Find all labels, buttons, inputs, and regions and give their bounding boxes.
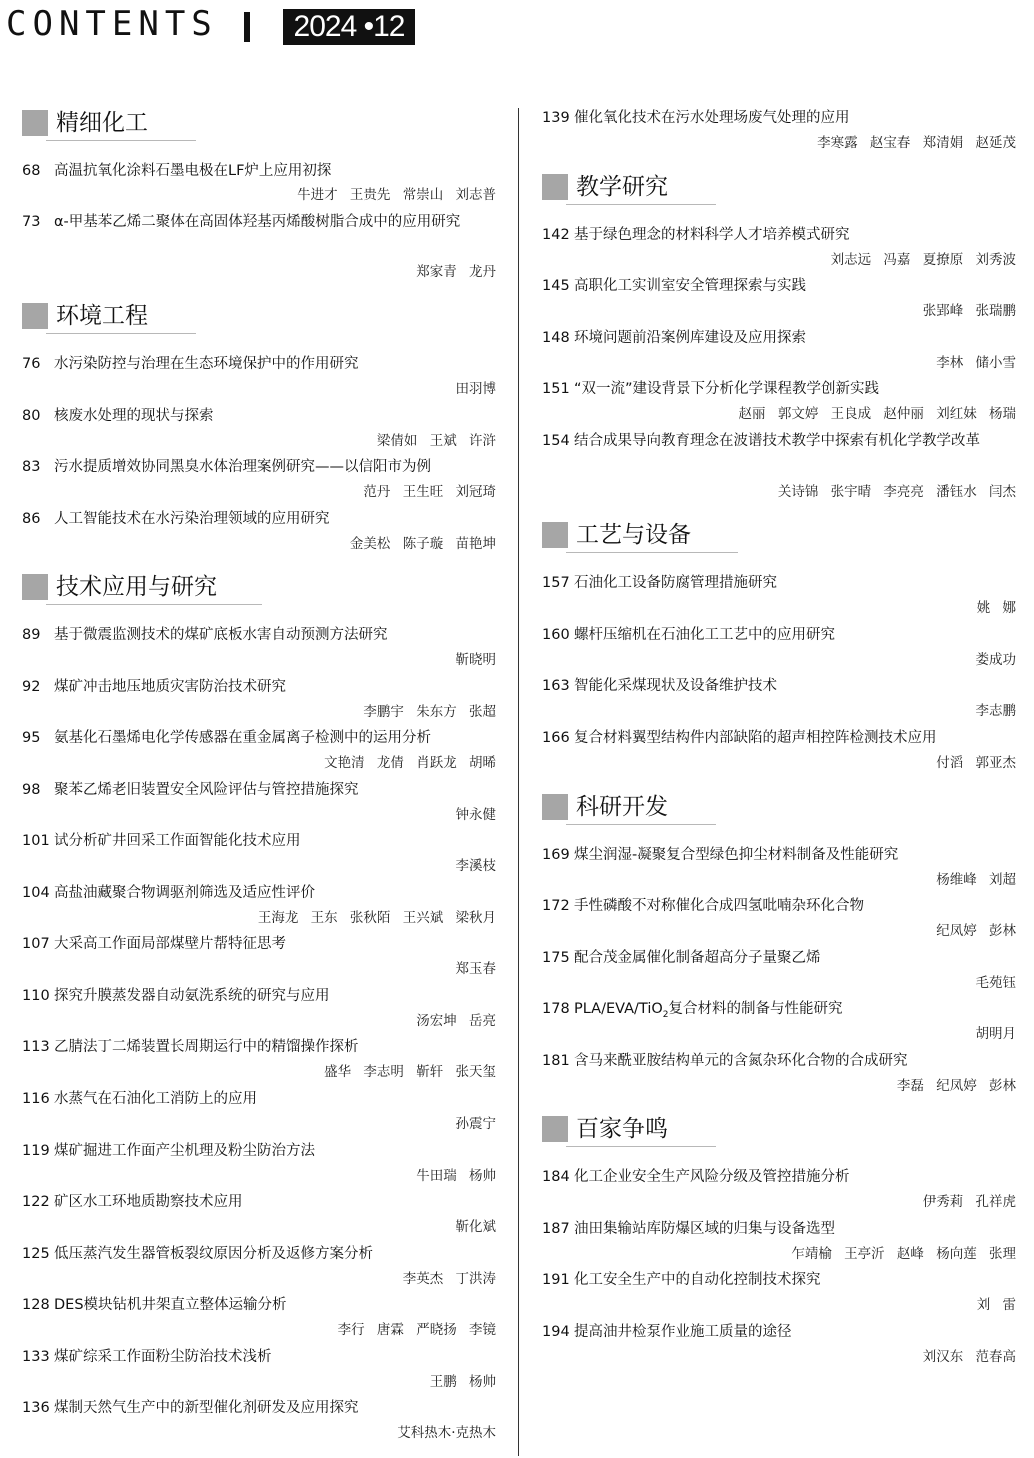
toc-entry-title[interactable] (542, 1217, 1016, 1242)
article-title: 油田集输站库防爆区域的归集与设备选型 (574, 1221, 835, 1237)
toc-entry-authors: 靳晓明 (455, 652, 496, 668)
page-number: 142 (542, 227, 570, 243)
page-number: 110 (22, 988, 50, 1004)
section-title: 教学研究 (576, 174, 668, 200)
toc-entry-authors: 刘汉东 范春高 (922, 1349, 1016, 1365)
article-title: 结合成果导向教育理念在波谱技术教学中探索有机化学教学改革 (574, 433, 980, 449)
toc-entry-title[interactable] (542, 429, 1016, 454)
toc-entry-authors: 毛苑钰 (975, 975, 1016, 991)
toc-entry-title[interactable] (22, 404, 496, 429)
toc-entry-title[interactable] (22, 829, 496, 854)
article-title: 煤矿综采工作面粉尘防治技术浅析 (54, 1349, 272, 1365)
toc-entry-title[interactable] (542, 326, 1016, 351)
toc-entry-title[interactable] (542, 843, 1016, 868)
article-title: 基于绿色理念的材料科学人才培养模式研究 (574, 227, 850, 243)
toc-entry-authors: 汤宏坤 岳亮 (416, 1013, 496, 1029)
article-title: 乙腈法丁二烯装置长周期运行中的精馏操作探析 (54, 1039, 359, 1055)
article-title: 化工企业安全生产风险分级及管控措施分析 (574, 1169, 850, 1185)
article-title: α-甲基苯乙烯二聚体在高固体羟基丙烯酸树脂合成中的应用研究 (54, 214, 461, 230)
section-marker (542, 794, 568, 820)
toc-entry-authors: 刘志远 冯嘉 夏撩原 刘秀波 (830, 252, 1016, 268)
article-title: 高盐油藏聚合物调驱剂筛选及适应性评价 (54, 885, 315, 901)
section-title: 精细化工 (56, 110, 148, 136)
toc-entry-title[interactable] (22, 932, 496, 957)
article-title: 水污染防控与治理在生态环境保护中的作用研究 (54, 356, 359, 372)
toc-entry-title[interactable] (542, 223, 1016, 248)
article-title: 煤尘润湿-凝聚复合型绿色抑尘材料制备及性能研究 (574, 847, 899, 863)
page-number: 157 (542, 575, 570, 591)
toc-entry-authors: 靳化斌 (455, 1219, 496, 1235)
page-number: 191 (542, 1272, 570, 1288)
section-title: 技术应用与研究 (56, 574, 217, 600)
subscript: 2 (662, 1009, 669, 1020)
toc-entry-title[interactable] (542, 1165, 1016, 1190)
section-underline (566, 552, 738, 553)
article-title: 螺杆压缩机在石油化工工艺中的应用研究 (574, 627, 835, 643)
section-title: 环境工程 (56, 303, 148, 329)
section-marker (22, 303, 48, 329)
page-number: 166 (542, 730, 570, 746)
toc-entry-title[interactable] (542, 674, 1016, 699)
article-title: PLA/EVA/TiO (574, 1001, 663, 1017)
page-number: 101 (22, 833, 50, 849)
toc-entry-authors: 牛田瑞 杨帅 (416, 1168, 496, 1184)
page-number: 151 (542, 381, 570, 397)
toc-entry-authors: 王鹏 杨帅 (429, 1374, 496, 1390)
page-number: 139 (542, 110, 570, 126)
toc-entry-title[interactable] (22, 352, 496, 377)
header-divider-bar (244, 12, 250, 42)
toc-entry-title[interactable] (22, 1139, 496, 1164)
page-number: 154 (542, 433, 570, 449)
article-title: “双一流”建设背景下分析化学课程教学创新实践 (574, 381, 880, 397)
toc-entry-authors: 艾科热木·克热木 (397, 1425, 496, 1441)
page-number: 178 (542, 1001, 570, 1017)
page-number: 187 (542, 1221, 570, 1237)
page-number: 163 (542, 678, 570, 694)
toc-entry-title[interactable] (22, 455, 496, 480)
toc-entry-authors: 郑家青 龙丹 (416, 264, 496, 280)
issue-badge: 2024 •12 (283, 9, 415, 45)
toc-entry-authors: 范丹 王生旺 刘冠琦 (363, 484, 496, 500)
page-number: 119 (22, 1143, 50, 1159)
section-underline (46, 140, 196, 141)
toc-entry-title[interactable] (22, 1396, 496, 1421)
toc-entry-authors: 李鹏宇 朱东方 张超 (363, 704, 496, 720)
article-title: DES模块钻机井架直立整体运输分析 (54, 1297, 287, 1313)
page-number: 136 (22, 1400, 50, 1416)
article-title: 含马来酰亚胺结构单元的含氮杂环化合物的合成研究 (574, 1053, 908, 1069)
section-underline (566, 204, 716, 205)
toc-entry-authors: 文艳清 龙倩 肖跃龙 胡晞 (324, 755, 496, 771)
toc-entry-title[interactable] (22, 675, 496, 700)
article-title: 手性磷酸不对称催化合成四氢吡喃杂环化合物 (574, 898, 864, 914)
section-marker (22, 110, 48, 136)
toc-entry-authors: 王海龙 王东 张秋陌 王兴斌 梁秋月 (257, 910, 496, 926)
page-number: 80 (22, 408, 41, 424)
page-number: 125 (22, 1246, 50, 1262)
toc-entry-authors: 牛进才 王贵先 常崇山 刘志普 (297, 187, 496, 203)
toc-entry-title[interactable] (22, 726, 496, 751)
page-number: 160 (542, 627, 570, 643)
page-number: 148 (542, 330, 570, 346)
toc-entry-title[interactable] (22, 210, 496, 235)
page-number: 76 (22, 356, 41, 372)
article-title: 低压蒸汽发生器管板裂纹原因分析及返修方案分析 (54, 1246, 373, 1262)
toc-entry-title[interactable] (22, 1345, 496, 1370)
article-title: 污水提质增效协同黑臭水体治理案例研究——以信阳市为例 (54, 459, 431, 475)
page-number: 172 (542, 898, 570, 914)
page-number: 95 (22, 730, 41, 746)
article-title: 高职化工实训室安全管理探索与实践 (574, 278, 806, 294)
toc-entry-authors: 李林 储小雪 (936, 355, 1016, 371)
toc-entry-title[interactable] (22, 984, 496, 1009)
article-title: 煤矿冲击地压地质灾害防治技术研究 (54, 679, 286, 695)
page-number: 175 (542, 950, 570, 966)
page-number: 181 (542, 1053, 570, 1069)
section-title: 工艺与设备 (576, 522, 691, 548)
article-title: 提高油井检泵作业施工质量的途径 (574, 1324, 792, 1340)
section-underline (46, 333, 196, 334)
article-title: 配合茂金属催化制备超高分子量聚乙烯 (574, 950, 821, 966)
page-number: 89 (22, 627, 41, 643)
section-underline (46, 604, 262, 605)
article-title: 氨基化石墨烯电化学传感器在重金属离子检测中的运用分析 (54, 730, 431, 746)
article-title: 复合材料翼型结构件内部缺陷的超声相控阵检测技术应用 (574, 730, 937, 746)
toc-entry-authors: 李寒露 赵宝春 郑清娟 赵延茂 (817, 135, 1016, 151)
section-underline (566, 824, 716, 825)
toc-entry-title[interactable] (22, 1293, 496, 1318)
page-number: 184 (542, 1169, 570, 1185)
section-marker (542, 174, 568, 200)
toc-entry-title[interactable] (22, 1242, 496, 1267)
article-title: 智能化采煤现状及设备维护技术 (574, 678, 777, 694)
section-title: 百家争鸣 (576, 1116, 668, 1142)
toc-entry-title[interactable] (22, 507, 496, 532)
article-title: 矿区水工环地质勘察技术应用 (54, 1194, 243, 1210)
page-number: 107 (22, 936, 50, 952)
toc-entry-authors: 纪凤婷 彭林 (936, 923, 1016, 939)
article-title: 环境问题前沿案例库建设及应用探索 (574, 330, 806, 346)
article-title: 化工安全生产中的自动化控制技术探究 (574, 1272, 821, 1288)
toc-entry-title[interactable] (542, 1268, 1016, 1293)
toc-entry-authors: 盛华 李志明 靳轩 张天玺 (324, 1064, 496, 1080)
toc-entry-authors: 胡明月 (975, 1026, 1016, 1042)
article-title: 催化氧化技术在污水处理场废气处理的应用 (574, 110, 850, 126)
page-number: 194 (542, 1324, 570, 1340)
page-number: 104 (22, 885, 50, 901)
toc-entry-authors: 郑玉春 (455, 961, 496, 977)
page-number: 83 (22, 459, 41, 475)
toc-entry-authors: 伊秀莉 孔祥虎 (922, 1194, 1016, 1210)
toc-entry-authors: 李志鹏 (975, 703, 1016, 719)
page-number: 116 (22, 1091, 50, 1107)
section-underline (566, 1146, 716, 1147)
toc-entry-title[interactable] (22, 623, 496, 648)
toc-entry-title[interactable] (542, 571, 1016, 596)
section-marker (542, 1116, 568, 1142)
article-title: 试分析矿井回采工作面智能化技术应用 (54, 833, 301, 849)
toc-entry-title[interactable] (22, 159, 496, 184)
toc-entry-authors: 李英杰 丁洪涛 (402, 1271, 496, 1287)
toc-entry-title[interactable] (542, 894, 1016, 919)
toc-entry-title[interactable] (542, 946, 1016, 971)
toc-entry-title[interactable] (542, 623, 1016, 648)
section-title: 科研开发 (576, 794, 668, 820)
page-number: 86 (22, 511, 41, 527)
toc-entry-authors: 娄成功 (975, 652, 1016, 668)
toc-entry-title[interactable] (542, 726, 1016, 751)
article-title: 高温抗氧化涂料石墨电极在LF炉上应用初探 (54, 163, 332, 179)
toc-entry-authors: 李磊 纪凤婷 彭林 (896, 1078, 1016, 1094)
toc-entry-authors: 杨维峰 刘超 (936, 872, 1016, 888)
page-number: 92 (22, 679, 41, 695)
page-number: 128 (22, 1297, 50, 1313)
toc-entry-authors: 刘 雷 (976, 1297, 1016, 1313)
article-title: 聚苯乙烯老旧装置安全风险评估与管控措施探究 (54, 782, 359, 798)
article-title: 煤矿掘进工作面产尘机理及粉尘防治方法 (54, 1143, 315, 1159)
toc-entry-authors: 张郢峰 张瑞鹏 (922, 303, 1016, 319)
toc-entry-authors: 李溪枝 (455, 858, 496, 874)
section-marker (542, 522, 568, 548)
toc-entry-title[interactable] (542, 997, 1016, 1028)
toc-entry-authors: 金美松 陈子璇 苗艳坤 (349, 536, 496, 552)
toc-entry-authors: 乍靖榆 王亭沂 赵峰 杨向莲 张理 (791, 1246, 1016, 1262)
toc-entry-title[interactable] (22, 1035, 496, 1060)
page-number: 68 (22, 163, 41, 179)
page-number: 73 (22, 214, 41, 230)
article-title: 大采高工作面局部煤壁片帮特征思考 (54, 936, 286, 952)
article-title: 基于微震监测技术的煤矿底板水害自动预测方法研究 (54, 627, 388, 643)
toc-entry-authors: 付滔 郭亚杰 (936, 755, 1016, 771)
toc-entry-title[interactable] (542, 274, 1016, 299)
toc-entry-authors: 李行 唐霖 严晓扬 李镜 (337, 1322, 496, 1338)
article-title: 石油化工设备防腐管理措施研究 (574, 575, 777, 591)
toc-entry-authors: 姚 娜 (976, 600, 1016, 616)
toc-entry-title[interactable] (22, 778, 496, 803)
toc-entry-title[interactable] (542, 1049, 1016, 1074)
page-number: 122 (22, 1194, 50, 1210)
page-number: 145 (542, 278, 570, 294)
article-title: 核废水处理的现状与探索 (54, 408, 214, 424)
page-number: 133 (22, 1349, 50, 1365)
page-number: 113 (22, 1039, 50, 1055)
toc-entry-title[interactable] (542, 377, 1016, 402)
article-title: 煤制天然气生产中的新型催化剂研发及应用探究 (54, 1400, 359, 1416)
toc-entry-authors: 钟永健 (455, 807, 496, 823)
toc-entry-authors: 孙震宁 (455, 1116, 496, 1132)
toc-entry-title[interactable] (542, 1320, 1016, 1345)
contents-heading: CONTENTS (6, 4, 218, 44)
page-number: 169 (542, 847, 570, 863)
column-divider (518, 108, 519, 1456)
article-title-tail: 复合材料的制备与性能研究 (668, 1001, 843, 1017)
toc-entry-title[interactable] (22, 1087, 496, 1112)
article-title: 人工智能技术在水污染治理领域的应用研究 (54, 511, 330, 527)
article-title: 探究升膜蒸发器自动氨洗系统的研究与应用 (54, 988, 330, 1004)
page-number: 98 (22, 782, 41, 798)
toc-entry-title[interactable] (22, 1190, 496, 1215)
article-title: 水蒸气在石油化工消防上的应用 (54, 1091, 257, 1107)
toc-entry-authors: 赵丽 郭文婷 王良成 赵仲丽 刘红妹 杨瑞 (738, 406, 1016, 422)
toc-entry-authors: 关诗锦 张宇晴 李亮亮 潘钰水 闫杰 (777, 484, 1016, 500)
toc-entry-title[interactable] (22, 881, 496, 906)
section-marker (22, 574, 48, 600)
toc-entry-authors: 梁倩如 王斌 许浒 (376, 433, 496, 449)
toc-entry-authors: 田羽博 (455, 381, 496, 397)
toc-entry-title[interactable] (542, 106, 1016, 131)
